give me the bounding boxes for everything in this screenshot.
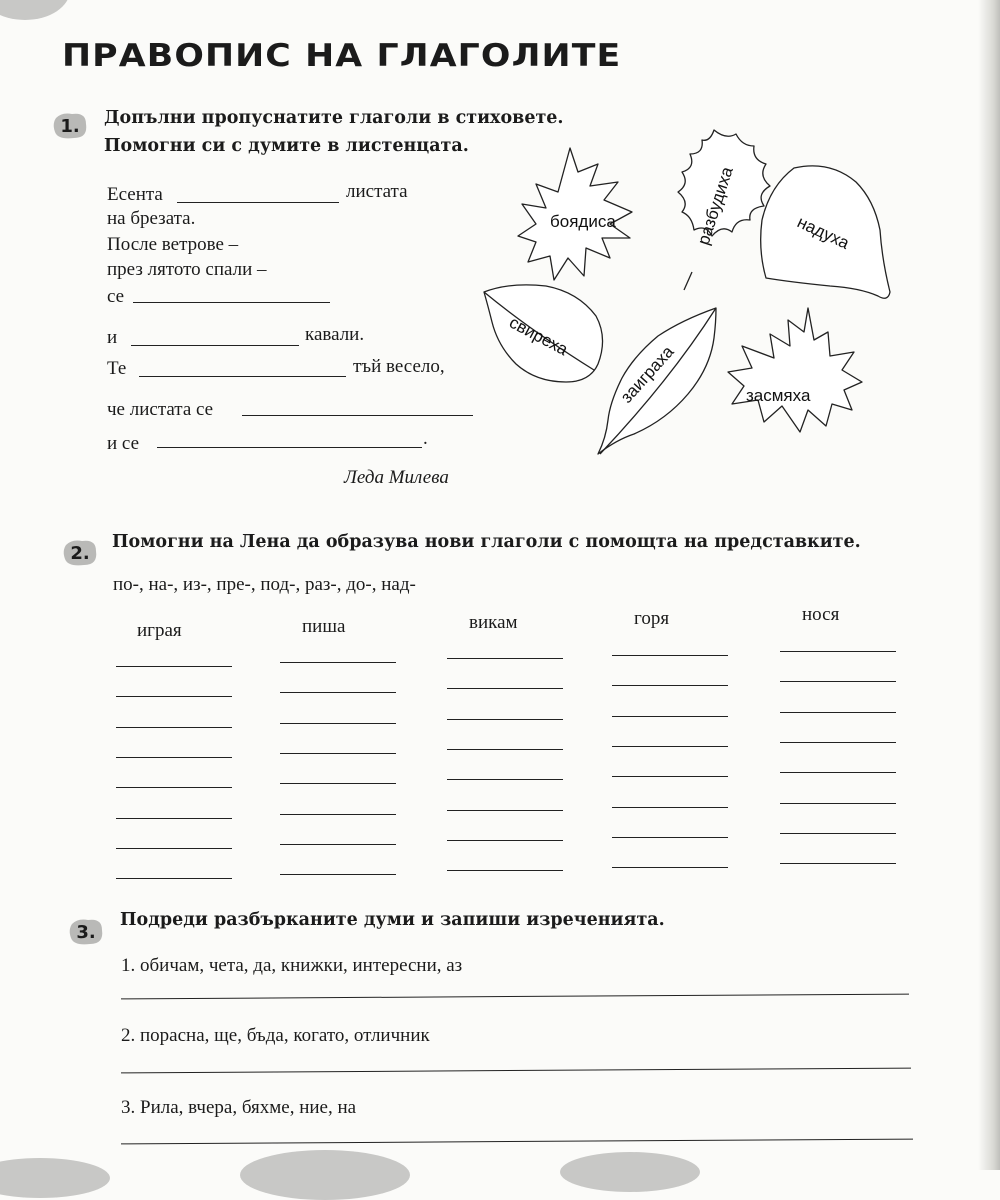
leaf-word: боядиса: [550, 212, 616, 231]
verb-answer-blank[interactable]: [447, 688, 563, 689]
verb-answer-blank[interactable]: [780, 651, 896, 652]
leaf-shape: [728, 308, 862, 432]
leaf-word: заиграха: [616, 342, 678, 407]
verb-answer-blank[interactable]: [780, 712, 896, 713]
sentence-answer-line[interactable]: [121, 1139, 913, 1145]
poem-line: кавали.: [305, 324, 365, 345]
verb-answer-blank[interactable]: [447, 840, 563, 841]
poem-line: през лятото спали –: [107, 259, 267, 280]
verb-answer-blank[interactable]: [447, 870, 563, 871]
exercise2-instruction: Помогни на Лена да образува нови глаголи с помощта на представките.: [112, 532, 861, 552]
verb-answer-blank[interactable]: [116, 878, 232, 879]
page-edge-shadow: [978, 0, 1000, 1170]
poem-blank[interactable]: [133, 302, 330, 303]
poem-line: После ветрове –: [107, 234, 239, 255]
leaf-word: разбудиха: [693, 164, 737, 248]
scan-blob: [240, 1150, 410, 1200]
verb-answer-blank[interactable]: [612, 867, 728, 868]
poem-blank[interactable]: [131, 345, 299, 346]
exercise-number-badge: 2.: [62, 539, 98, 567]
poem-line: че листата се: [107, 399, 214, 420]
verb-answer-blank[interactable]: [612, 746, 728, 747]
verb-answer-blank[interactable]: [447, 658, 563, 659]
verb-answer-blank[interactable]: [780, 803, 896, 804]
poem-line: .: [423, 428, 428, 449]
exercise1-instruction-line1: Допълни пропуснатите глаголи в стиховете.: [104, 108, 564, 128]
verb-column-header: горя: [634, 608, 670, 629]
verb-answer-blank[interactable]: [447, 719, 563, 720]
sentence-answer-line[interactable]: [121, 994, 909, 1000]
verb-answer-blank[interactable]: [447, 779, 563, 780]
verb-column-header: нося: [802, 604, 840, 625]
verb-answer-blank[interactable]: [280, 692, 396, 693]
verb-answer-blank[interactable]: [612, 685, 728, 686]
leaves-illustration: [470, 120, 910, 465]
verb-answer-blank[interactable]: [780, 772, 896, 773]
poem-line: и: [107, 327, 118, 348]
sentence-words: 1. обичам, чета, да, книжки, интересни, аз: [121, 955, 463, 976]
leaf-word: засмяха: [746, 386, 811, 405]
poem-line: на брезата.: [107, 208, 196, 229]
verb-answer-blank[interactable]: [612, 716, 728, 717]
verb-answer-blank[interactable]: [280, 874, 396, 875]
verb-answer-blank[interactable]: [612, 837, 728, 838]
poem-blank[interactable]: [157, 447, 422, 448]
verb-answer-blank[interactable]: [447, 749, 563, 750]
verb-column-header: пиша: [302, 616, 346, 637]
verb-answer-blank[interactable]: [280, 753, 396, 754]
poem-line: и се: [107, 433, 140, 454]
leaf-word: свиреха: [506, 312, 571, 360]
exercise-number-badge: 3.: [68, 918, 104, 946]
poem-author: Леда Милева: [344, 467, 449, 488]
sentence-words: 2. порасна, ще, бъда, когато, отличник: [121, 1025, 430, 1046]
scan-blob: [0, 1158, 110, 1198]
verb-answer-blank[interactable]: [780, 833, 896, 834]
poem-line: Есента: [107, 184, 163, 205]
verb-answer-blank[interactable]: [612, 655, 728, 656]
leaf-shape: [598, 308, 716, 454]
exercise-number-badge: 1.: [52, 112, 88, 140]
verb-answer-blank[interactable]: [280, 723, 396, 724]
poem-line: Те: [107, 358, 127, 379]
poem-line: се: [107, 286, 125, 307]
verb-answer-blank[interactable]: [780, 681, 896, 682]
prefixes-list: по-, на-, из-, пре-, под-, раз-, до-, над-: [113, 574, 416, 595]
verb-answer-blank[interactable]: [116, 848, 232, 849]
exercise3-instruction: Подреди разбърканите думи и запиши изреченията.: [120, 910, 665, 930]
verb-answer-blank[interactable]: [612, 776, 728, 777]
verb-answer-blank[interactable]: [280, 662, 396, 663]
sentence-words: 3. Рила, вчера, бяхме, ние, на: [121, 1097, 357, 1118]
verb-answer-blank[interactable]: [116, 727, 232, 728]
exercise1-instruction-line2: Помогни си с думите в листенцата.: [104, 136, 469, 156]
scan-blob: [560, 1152, 700, 1192]
verb-answer-blank[interactable]: [280, 844, 396, 845]
poem-line: листата: [346, 181, 408, 202]
scan-blob: [0, 0, 70, 20]
page-title: ПРАВОПИС НА ГЛАГОЛИТЕ: [62, 38, 622, 74]
poem-blank[interactable]: [177, 202, 339, 203]
verb-answer-blank[interactable]: [280, 814, 396, 815]
verb-answer-blank[interactable]: [116, 696, 232, 697]
verb-answer-blank[interactable]: [116, 666, 232, 667]
poem-blank[interactable]: [242, 415, 473, 416]
verb-answer-blank[interactable]: [116, 787, 232, 788]
verb-answer-blank[interactable]: [612, 807, 728, 808]
verb-answer-blank[interactable]: [447, 810, 563, 811]
verb-column-header: играя: [137, 620, 182, 641]
sentence-answer-line[interactable]: [121, 1068, 911, 1074]
verb-answer-blank[interactable]: [780, 863, 896, 864]
verb-answer-blank[interactable]: [116, 818, 232, 819]
verb-column-header: викам: [469, 612, 518, 633]
verb-answer-blank[interactable]: [116, 757, 232, 758]
poem-line: тъй весело,: [353, 356, 445, 377]
poem-blank[interactable]: [139, 376, 346, 377]
verb-answer-blank[interactable]: [280, 783, 396, 784]
verb-answer-blank[interactable]: [780, 742, 896, 743]
leaf-word: надуха: [794, 212, 853, 253]
